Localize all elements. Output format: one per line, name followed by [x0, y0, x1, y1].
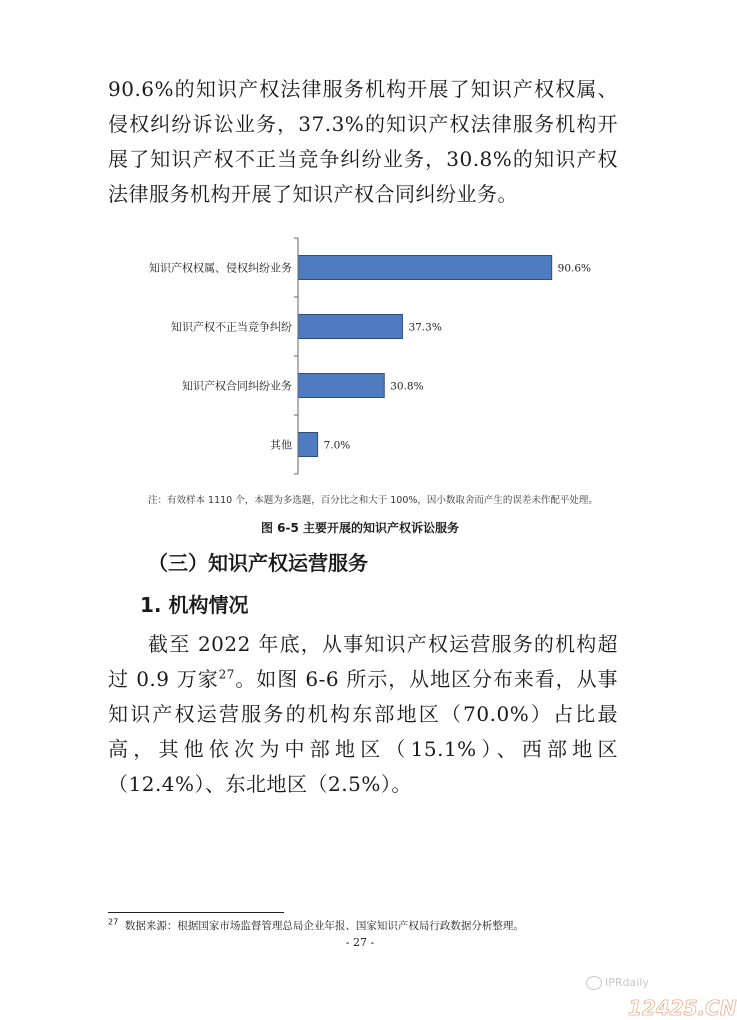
bar-2 — [298, 374, 384, 398]
wechat-icon — [586, 976, 602, 990]
figure-caption: 图 6-5 主要开展的知识产权诉讼服务 — [260, 521, 460, 535]
category-label-2: 知识产权合同纠纷业务 — [182, 379, 292, 393]
value-label-3: 7.0% — [323, 439, 351, 452]
footnote-reference[interactable]: 27 — [218, 667, 235, 682]
watermark-text: IPRdaily — [605, 976, 649, 989]
footnote-text: 数据来源：根据国家市场监督管理总局企业年报、国家知识产权局行政数据分析整理。 — [124, 920, 524, 932]
section-heading: （三）知识产权运营服务 — [148, 551, 368, 575]
footnote-number: 27 — [108, 917, 119, 927]
category-label-0: 知识产权权属、侵权纠纷业务 — [149, 261, 292, 275]
chart-svg — [108, 232, 618, 472]
intro-paragraph: 90.6%的知识产权法律服务机构开展了知识产权权属、侵权纠纷诉讼业务，37.3%的知识产权法律服务机构开展了知识产权不正当竞争纠纷业务，30.8%的知识产权法律服务机构开展了知识产权合同纠纷业务。 — [108, 77, 618, 206]
bar-chart — [108, 232, 618, 472]
bar-3 — [298, 433, 318, 457]
body-text-part2: 。如图 6-6 所示，从地区分布来看，从事知识产权运营服务的机构东部地区（70.0%）占比最高，其他依次为中部地区（15.1%）、西部地区（12.4%）、东北地区（2.5%）。 — [108, 667, 619, 796]
bar-1 — [298, 315, 402, 339]
bar-0 — [298, 256, 552, 280]
subsection-heading: 1. 机构情况 — [140, 593, 249, 617]
value-label-0: 90.6% — [557, 262, 592, 275]
value-label-2: 30.8% — [390, 380, 424, 393]
category-label-1: 知识产权不正当竞争纠纷 — [171, 320, 292, 334]
site-logo: 12425.CN — [628, 996, 737, 1020]
value-label-1: 37.3% — [408, 321, 442, 334]
footnote-divider — [108, 912, 284, 913]
body-paragraph — [108, 627, 618, 802]
footnote — [108, 918, 524, 933]
page-number: - 27 - — [345, 936, 375, 949]
chart-note: 注：有效样本 1110 个，本题为多选题，百分比之和大于 100%，因小数取舍而产生的误差未作配平处理。 — [148, 495, 598, 506]
body-text-part1: 截至 2022 年底，从事知识产权运营服务的机构超过 0.9 万家 — [108, 632, 618, 691]
category-label-3: 其他 — [270, 438, 292, 452]
